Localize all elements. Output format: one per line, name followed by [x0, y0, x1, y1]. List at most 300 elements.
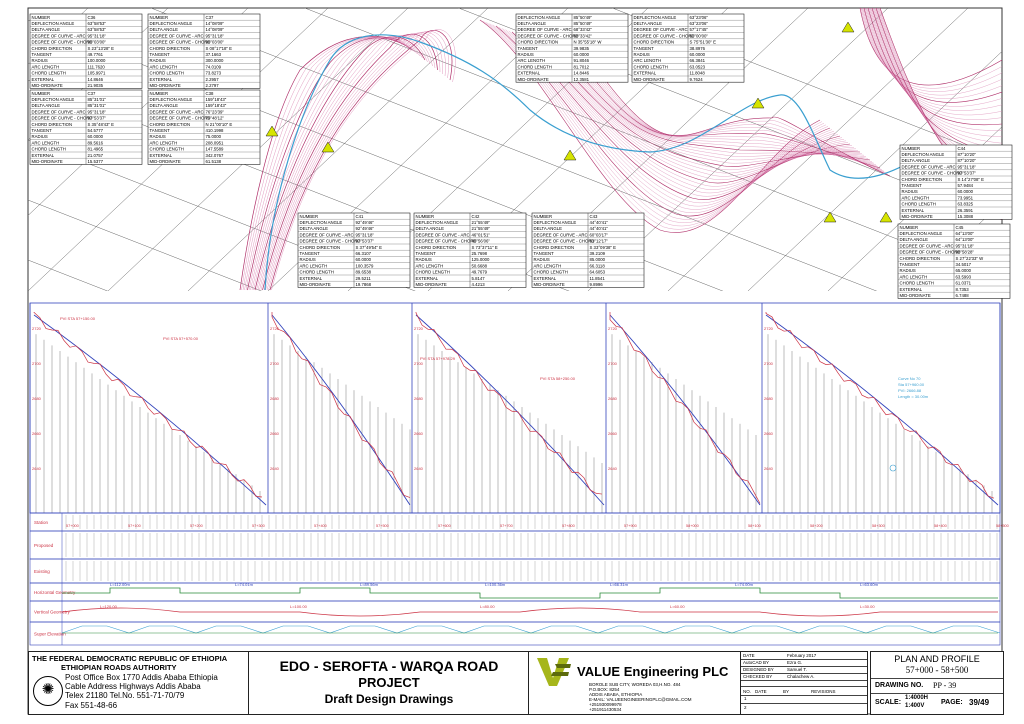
curve-table-value: 63.8325 [957, 201, 974, 207]
curve-table-label: DELTA ANGLE [31, 27, 60, 33]
curve-table-label: NUMBER [31, 14, 51, 20]
curve-table-value: 64°13'00" [955, 231, 974, 236]
curve-table-label: CHORD DIRECTION [533, 244, 575, 250]
curve-table-value: 14°08'09" [205, 21, 224, 26]
elevation-label: 2640 [608, 466, 617, 471]
curve-table-value: 50.6688 [471, 263, 488, 269]
curve-table-value: 95°31'18" [87, 109, 106, 115]
drawing-number-row: DRAWING NO. PP - 39 [871, 678, 1003, 694]
curve-table-label: RADIUS [899, 268, 916, 274]
curve-table-label: DEFLECTION ANGLE [149, 97, 193, 102]
curve-table-label: MID-ORDINATE [149, 83, 181, 88]
curve-table-label: DEGREE OF CURVE - CHORD [899, 249, 961, 255]
curve-table-label: RADIUS [517, 52, 534, 57]
value-engineering-logo-icon [535, 656, 575, 688]
curve-table-label: DELTA ANGLE [149, 27, 178, 33]
curve-table-label: CHORD DIRECTION [633, 39, 675, 45]
curve-table-label: TANGENT [533, 251, 554, 256]
curve-table-value: 100.0000 [87, 58, 106, 64]
curve-table-value: 68°33'42" [573, 33, 592, 39]
project-title: EDO - SEROFTA - WARQA ROAD [279, 658, 499, 674]
elevation-label: 2640 [414, 466, 423, 471]
curve-table-label: MID-ORDINATE [533, 282, 565, 287]
station-tick: 57+100 [128, 524, 141, 528]
consultant-detail-2: P.O.BOX: 8254 [589, 687, 620, 692]
curve-table-label: EXTERNAL [149, 152, 173, 158]
curve-table-label: TANGENT [517, 45, 538, 51]
curve-table-label: EXTERNAL [517, 70, 541, 76]
curve-table-label: CHORD LENGTH [299, 269, 334, 275]
curve-table-label: NUMBER [149, 14, 169, 20]
curve-table-value: 95°31'18" [957, 164, 976, 170]
curve-table-value: 87°10'20" [957, 152, 976, 157]
curve-table-label: DELTA ANGLE [299, 226, 328, 232]
curve-table-label: CHORD LENGTH [149, 146, 184, 152]
pvi-note: PVI STA 57+150.00 [60, 316, 95, 321]
curve-table-label: EXTERNAL [149, 76, 173, 82]
elevation-label: 2640 [764, 466, 773, 471]
elevation-label: 2680 [414, 396, 423, 401]
station-tick: 57+900 [624, 524, 637, 528]
curve-table-label: EXTERNAL [31, 152, 55, 158]
revision-header: NO. DATE BY REVISIONS [741, 686, 867, 696]
curve-table-value: 60°03'17" [589, 232, 608, 238]
horizontal-curve-label: L=112.00m [110, 582, 130, 587]
curve-table-value: 9.8996 [589, 282, 603, 287]
curve-table-label: ARC LENGTH [533, 263, 562, 269]
curve-table-value: 75.0000 [205, 134, 222, 140]
curve-table-value: 9.7624 [689, 76, 703, 82]
curve-table-label: CHORD DIRECTION [517, 39, 559, 45]
curve-table-label: DEGREE OF CURVE - CHORD [31, 39, 93, 45]
curve-table-value: 57.9484 [957, 183, 974, 188]
curve-table-label: MID-ORDINATE [517, 76, 549, 82]
elevation-label: 2720 [608, 326, 617, 331]
curve-table-label: DELTA ANGLE [901, 158, 930, 164]
sheet-title: PLAN AND PROFILE [894, 654, 980, 664]
curve-table-value: 87°10'20" [957, 158, 976, 164]
elevation-label: 2720 [32, 326, 41, 331]
curve-table-value: C37 [205, 14, 214, 20]
curve-table-value: 159°18'43" [205, 97, 227, 102]
curve-table-value: 11.8048 [689, 70, 705, 76]
curve-table-label: DEFLECTION ANGLE [517, 14, 561, 20]
station-tick: 58+300 [872, 524, 885, 528]
curve-table-label: ARC LENGTH [633, 58, 662, 64]
curve-table-value: 21.0757 [87, 152, 104, 158]
station-tick: 58+200 [810, 524, 823, 528]
curve-table-value: S 08°17'18" E [205, 45, 233, 51]
curve-table-label: DEFLECTION ANGLE [899, 231, 943, 236]
curve-table [898, 224, 1010, 298]
curve-table-label: NUMBER [31, 90, 51, 96]
curve-table-value: 46°01'51" [471, 232, 490, 238]
curve-table-label: DEGREE OF CURVE - ARC [31, 33, 86, 39]
curve-table-value: 81.7012 [573, 64, 590, 70]
curve-table-label: MID-ORDINATE [299, 282, 331, 287]
curve-table-value: 8.7353 [955, 286, 969, 292]
horizontal-curve-label: L=63.60m [860, 582, 878, 587]
curve-table-value: C42 [471, 213, 480, 219]
curve-table-label: CHORD LENGTH [901, 201, 936, 207]
curve-table-value: 100.3579 [355, 263, 374, 269]
vertical-curve-label: L=60.00 [670, 604, 685, 609]
curve-table-label: CHORD DIRECTION [415, 244, 457, 250]
curve-table-value: 14.8446 [573, 70, 590, 76]
curve-table-value: 89.5616 [87, 140, 104, 146]
curve-table-value: 2.2797 [205, 83, 219, 88]
horizontal-curve-label: L=100.36m [485, 582, 506, 587]
curve-table [632, 14, 744, 82]
curve-table-label: TANGENT [415, 251, 436, 256]
revision-row: 1 [741, 694, 867, 704]
curve-table-value: 95°31'18" [205, 33, 224, 39]
info-row: DATE February 2017 [741, 652, 867, 660]
curve-table-label: TANGENT [299, 251, 320, 256]
curve-table-value: 60.0000 [957, 189, 974, 195]
curve-table-label: TANGENT [31, 128, 52, 133]
curve-table-label: DEFLECTION ANGLE [299, 220, 343, 225]
curve-table [900, 145, 1012, 219]
horizontal-curve-label: L=74.01m [235, 582, 253, 587]
curve-table-value: 63°58'53" [87, 21, 106, 26]
curve-table-value: 4.4213 [471, 282, 485, 287]
curve-table-label: TANGENT [633, 45, 654, 51]
horizontal-curve-label: L=89.56m [360, 582, 378, 587]
curve-table-label: MID-ORDINATE [149, 159, 181, 164]
station-tick: 58+400 [934, 524, 947, 528]
curve-table-value: 98°58'28" [955, 249, 974, 255]
curve-table-label: DEGREE OF CURVE - CHORD [633, 33, 695, 39]
curve-table-value: 49.7679 [471, 269, 488, 275]
curve-table-label: DELTA ANGLE [31, 103, 60, 109]
station-tick: 58+500 [996, 524, 1009, 528]
curve-table-value: 89.6538 [355, 269, 372, 275]
curve-table-value: 92°49'46" [355, 226, 374, 232]
curve-table-label: DEGREE OF CURVE - ARC [633, 27, 688, 33]
curve-table-label: DEGREE OF CURVE - CHORD [415, 238, 477, 244]
curve-table-label: CHORD LENGTH [517, 64, 552, 70]
curve-table-value: 300.0000 [205, 58, 224, 64]
elevation-label: 2660 [270, 431, 279, 436]
info-row: DESIGNED BY Samuel T. [741, 666, 867, 674]
curve-table-value: 95°31'18" [87, 33, 106, 39]
revision-row: 2 [744, 705, 747, 710]
horizontal-curve-label: L=74.00m [735, 582, 753, 587]
curve-table-value: 63°58'53" [87, 27, 106, 33]
address-line-2: Cable Address Highways Addis Ababa [65, 682, 201, 691]
curve-table-label: EXTERNAL [533, 275, 557, 281]
curve-table-label: DELTA ANGLE [149, 103, 178, 109]
elevation-label: 2700 [270, 361, 279, 366]
curve-table-value: 61.5138 [205, 159, 222, 164]
curve-table-label: DEFLECTION ANGLE [901, 152, 945, 157]
curve-table-value: 97°53'37" [355, 238, 374, 244]
curve-table-label: ARC LENGTH [31, 140, 60, 146]
curve-table-value: 61°12'17" [589, 238, 608, 244]
curve-table-value: 85°31'01" [87, 103, 106, 109]
curve-table-label: RADIUS [633, 52, 650, 57]
curve-table-value: 11.8541 [589, 275, 605, 281]
curve-table-label: CHORD DIRECTION [31, 121, 73, 127]
curve-table-value: 73.9951 [957, 195, 974, 201]
curve-table-value: 5.8147 [471, 275, 485, 281]
curve-table-value: 63°23'06" [689, 21, 708, 26]
curve-table-label: TANGENT [899, 262, 920, 267]
curve-table-value: 44°40'41" [589, 220, 608, 225]
curve-table-value: 60°00'00" [689, 33, 708, 39]
curve-table-label: DEGREE OF CURVE - CHORD [517, 33, 579, 39]
curve-table-value: C37 [87, 90, 96, 96]
curve-table-value: S 35°48'43" E [87, 121, 115, 127]
curve-table-value: 14.8646 [87, 76, 104, 82]
curve-table-label: CHORD DIRECTION [31, 45, 73, 51]
curve-table-value: 12.3581 [573, 76, 590, 82]
curve-table-label: DELTA ANGLE [415, 226, 444, 232]
station-tick: 57+600 [438, 524, 451, 528]
consultant-detail-3: ADDIS ABABA, ETHIOPIA [589, 692, 643, 697]
vertical-curve-note: Sta 57+960.00 [898, 382, 925, 387]
title-block-sheet [870, 651, 1004, 715]
curve-table-label: CHORD DIRECTION [149, 121, 191, 127]
curve-table-label: TANGENT [149, 128, 170, 133]
curve-table-value: 15.3088 [957, 214, 974, 219]
curve-table-label: CHORD DIRECTION [149, 45, 191, 51]
curve-table [148, 90, 260, 164]
curve-table-value: 65.0000 [955, 268, 972, 274]
curve-table-value: 85°50'49" [573, 14, 592, 20]
curve-table-label: DEGREE OF CURVE - ARC [31, 109, 86, 115]
vertical-curve-note: Curve No 70 [898, 376, 921, 381]
station-tick: 57+200 [190, 524, 203, 528]
curve-table-label: CHORD LENGTH [533, 269, 568, 275]
curve-table-value: S 14°27'08" E [957, 176, 985, 182]
band-label: Existing [34, 569, 50, 574]
curve-table-value: N 21°00'10" E [205, 121, 233, 127]
band-label: Proposed [34, 543, 54, 548]
elevation-label: 2680 [270, 396, 279, 401]
curve-table-value: 96°03'00" [205, 39, 224, 45]
curve-table-label: NUMBER [899, 224, 919, 230]
curve-table-value: 95°31'18" [355, 232, 374, 238]
curve-table [30, 14, 142, 88]
elevation-label: 2720 [414, 326, 423, 331]
curve-table-label: DEGREE OF CURVE - ARC [901, 164, 956, 170]
elevation-label: 2720 [764, 326, 773, 331]
curve-table-label: ARC LENGTH [299, 263, 328, 269]
curve-table-label: MID-ORDINATE [31, 159, 63, 164]
curve-table-label: RADIUS [533, 257, 550, 263]
curve-table-value: 85°50'49" [573, 21, 592, 26]
curve-table-label: NUMBER [901, 145, 921, 151]
curve-table-label: DEGREE OF CURVE - CHORD [533, 238, 595, 244]
station-tick: 57+500 [376, 524, 389, 528]
curve-table-value: 61.0371 [955, 280, 972, 286]
curve-table [414, 213, 526, 287]
curve-table-label: TANGENT [31, 52, 52, 57]
curve-table-value: S 23°13'28" E [87, 45, 115, 51]
curve-table-value: 21.9035 [87, 83, 104, 88]
curve-table-label: TANGENT [149, 52, 170, 57]
curve-table-value: 54.5777 [87, 128, 104, 133]
curve-table-label: DEGREE OF CURVE - ARC [415, 232, 470, 238]
curve-table-value: 63°23'06" [689, 14, 708, 20]
elevation-label: 2680 [608, 396, 617, 401]
curve-table-value: C45 [955, 224, 964, 230]
curve-table-label: NUMBER [533, 213, 553, 219]
vertical-curve-label: L=30.00 [860, 604, 875, 609]
curve-table-value: 60.0000 [355, 257, 372, 263]
curve-table-value: 105.9971 [87, 70, 106, 76]
curve-table-label: RADIUS [415, 257, 432, 263]
curve-table-value: 66.3107 [355, 251, 372, 256]
curve-table-value: C38 [205, 90, 214, 96]
elevation-label: 2700 [414, 361, 423, 366]
elevation-label: 2660 [414, 431, 423, 436]
station-tick: 57+300 [252, 524, 265, 528]
curve-table-label: DEGREE OF CURVE - ARC [533, 232, 588, 238]
curve-table-value: S 37°49'54" E [355, 244, 383, 250]
curve-table-value: 34.5017 [955, 262, 972, 267]
sheet-station-range: 57+000 - 58+500 [905, 665, 969, 675]
curve-table-value: 66.3841 [689, 58, 706, 64]
curve-table-label: NUMBER [415, 213, 435, 219]
curve-table-value: C44 [957, 145, 966, 151]
elevation-label: 2680 [764, 396, 773, 401]
curve-table-label: CHORD DIRECTION [299, 244, 341, 250]
curve-table-label: DELTA ANGLE [517, 21, 546, 26]
curve-table-label: CHORD DIRECTION [899, 255, 941, 261]
title-block-info [740, 651, 868, 715]
curve-table-label: MID-ORDINATE [901, 214, 933, 219]
band-label: Vertical Geometry [34, 609, 70, 615]
curve-table-value: 60.0000 [87, 134, 104, 140]
authority-line-2: ETHIOPIAN ROADS AUTHORITY [61, 663, 177, 672]
band-label: Station [34, 520, 49, 525]
curve-table-label: ARC LENGTH [149, 64, 178, 70]
band-label: Super Elevation [34, 631, 66, 637]
elevation-label: 2720 [270, 326, 279, 331]
curve-table-value: 91.8046 [573, 58, 590, 64]
curve-table-label: DEFLECTION ANGLE [415, 220, 459, 225]
curve-table-value: 39.2109 [589, 251, 606, 256]
curve-table-value: 159°18'43" [205, 103, 227, 109]
curve-table-value: 39.9835 [573, 45, 590, 51]
curve-table-value: 68°33'42" [573, 27, 592, 33]
curve-table-value: 63.5993 [955, 274, 972, 280]
curve-table-value: 92°49'46" [355, 220, 374, 225]
curve-table-value: C43 [589, 213, 598, 219]
curve-table-value: 64°13'00" [955, 237, 974, 243]
curve-table-label: MID-ORDINATE [31, 83, 63, 88]
curve-table-label: RADIUS [901, 189, 918, 195]
vertical-curve-note: Length = 30.00m [898, 394, 929, 399]
curve-table-label: CHORD LENGTH [899, 280, 934, 286]
curve-table-value: 37.1663 [205, 52, 222, 57]
consultant-detail-4: E-MAIL: VALUEENGINEERINGPLC@GMAIL.COM [589, 697, 692, 702]
curve-table-value: 26.3591 [957, 207, 974, 213]
curve-table-value: 60.0000 [689, 52, 706, 57]
curve-table-label: ARC LENGTH [899, 274, 928, 280]
curve-table-value: 6.7488 [955, 293, 969, 298]
curve-table-label: MID-ORDINATE [415, 282, 447, 287]
scale-row: SCALE: 1:4000H 1:400V PAGE: 39/49 [875, 695, 990, 709]
info-row: CHECKED BY Chalachew A. [741, 673, 867, 681]
curve-table-label: RADIUS [299, 257, 316, 263]
curve-table-value: 97°53'37" [87, 115, 106, 121]
elevation-label: 2700 [32, 361, 41, 366]
curve-table-value: 410.1998 [205, 128, 224, 133]
curve-table-value: S 75°51'30" E [689, 39, 717, 45]
curve-table-label: RADIUS [31, 134, 48, 140]
band-label: Horizontal Geometry [34, 590, 76, 595]
curve-table-label: DEFLECTION ANGLE [149, 21, 193, 26]
curve-table-value: 208.0951 [205, 140, 224, 146]
curve-table-label: ARC LENGTH [31, 64, 60, 70]
curve-table-value: 95°31'18" [955, 243, 974, 249]
curve-table-value: 60.0000 [573, 52, 590, 57]
title-block-consultant [528, 651, 742, 715]
curve-table-value: 44°40'41" [589, 226, 608, 232]
curve-table-label: DEGREE OF CURVE - ARC [517, 27, 572, 33]
curve-table-label: EXTERNAL [415, 275, 439, 281]
curve-table-value: C36 [87, 14, 96, 20]
curve-table-label: ARC LENGTH [517, 58, 546, 64]
vertical-curve-note: PVI: 2666.88 [898, 388, 922, 393]
pvi-note: PVI STA 58+250.00 [540, 376, 575, 381]
curve-table-value: 19.7868 [355, 282, 372, 287]
station-tick: 57+800 [562, 524, 575, 528]
curve-table-label: DELTA ANGLE [899, 237, 928, 243]
curve-table-value: 14°08'09" [205, 27, 224, 33]
curve-table [298, 213, 410, 287]
curve-table-label: CHORD LENGTH [31, 70, 66, 76]
pvi-note: PVI STA 57+570.00 [163, 336, 198, 341]
curve-table-label: CHORD LENGTH [415, 269, 450, 275]
curve-table-label: DEFLECTION ANGLE [633, 14, 677, 20]
elevation-label: 2660 [32, 431, 41, 436]
curve-table-label: DEGREE OF CURVE - ARC [299, 232, 354, 238]
curve-table-value: S 33°09'38" E [589, 244, 617, 250]
curve-table-label: EXTERNAL [633, 70, 657, 76]
curve-table-value: 49.7761 [87, 52, 104, 57]
curve-table-label: EXTERNAL [299, 275, 323, 281]
curve-table-value: 125.0000 [471, 257, 490, 263]
curve-table-value: 79°48'12" [205, 115, 224, 121]
curve-table-value: 73.8273 [205, 70, 222, 76]
curve-table-value: 66.3118 [589, 263, 605, 269]
pvi-note: PVI STA 57+978.29 [420, 356, 455, 361]
curve-table-value: 76°23'39" [205, 109, 224, 115]
curve-table-value: 25.7698 [471, 251, 488, 256]
curve-table-label: DEGREE OF CURVE - CHORD [31, 115, 93, 121]
curve-table-value: 46°56'06" [471, 238, 490, 244]
curve-table-value: 29.5211 [355, 275, 371, 281]
curve-table-label: DEGREE OF CURVE - ARC [899, 243, 954, 249]
vertical-curve-label: L=100.00 [290, 604, 307, 609]
horizontal-curve-label: L=66.31m [610, 582, 628, 587]
curve-table-label: ARC LENGTH [415, 263, 444, 269]
vertical-curve-label: L=80.00 [480, 604, 495, 609]
curve-table-label: DEGREE OF CURVE - CHORD [149, 115, 211, 121]
curve-table-label: DEGREE OF CURVE - ARC [149, 33, 204, 39]
curve-table-value: 81.4965 [87, 146, 104, 152]
curve-table-value: 96°03'00" [87, 39, 106, 45]
consultant-detail-5: +251930099978 [589, 702, 622, 707]
consultant-detail-6: +251911430534 [589, 707, 622, 712]
curve-table-value: 111.7620 [87, 64, 105, 70]
address-line-4: Fax 551-48-66 [65, 701, 118, 710]
